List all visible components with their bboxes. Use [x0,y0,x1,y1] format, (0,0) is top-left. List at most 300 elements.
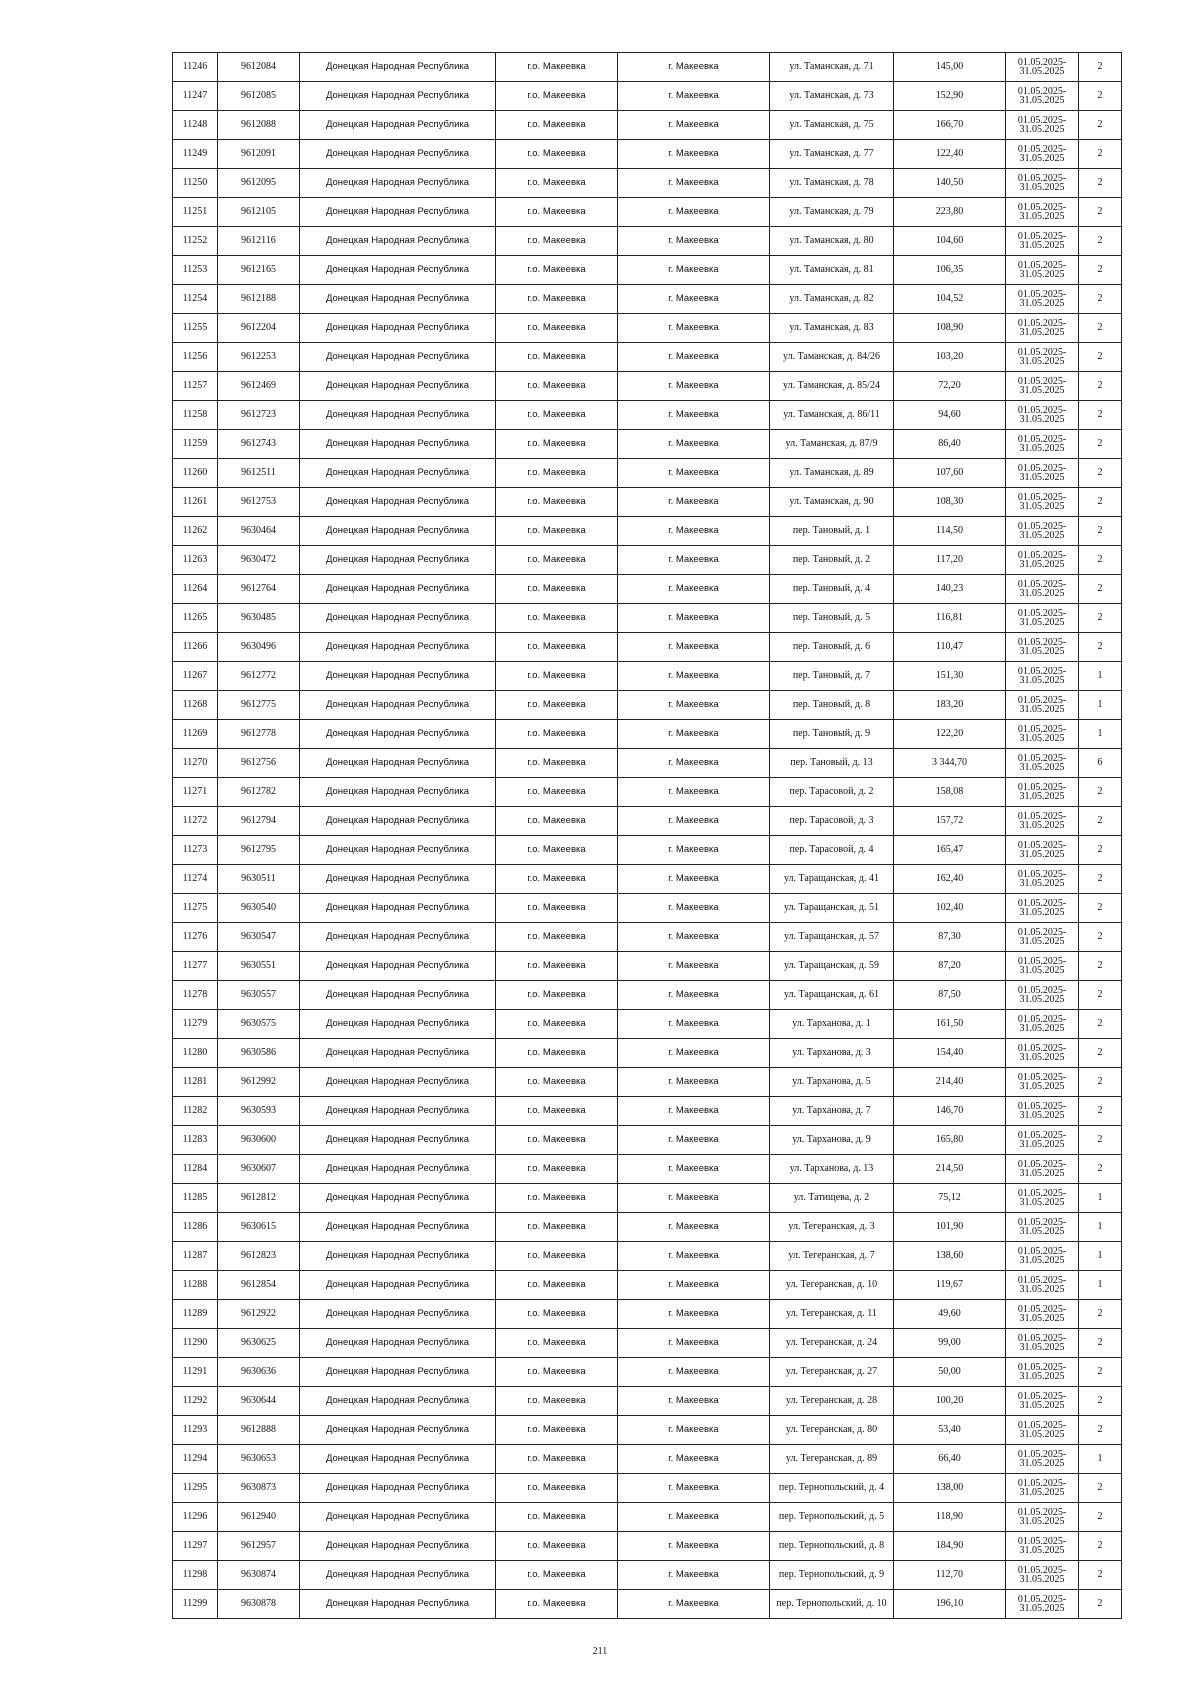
municipality-cell: г.о. Макеевка [496,894,618,923]
address-cell: ул. Тегеранская, д. 10 [770,1271,894,1300]
city-cell: г. Макеевка [618,488,770,517]
area-cell: 50,00 [894,1358,1006,1387]
table-row [173,82,1122,111]
period-cell: 01.05.2025- 31.05.2025 [1006,1329,1079,1358]
object-id-cell: 9612764 [218,575,300,604]
region-cell: Донецкая Народная Республика [300,488,496,517]
row-number-cell: 11247 [173,82,218,111]
table-row [173,1474,1122,1503]
region-cell: Донецкая Народная Республика [300,836,496,865]
region-cell: Донецкая Народная Республика [300,1416,496,1445]
period-cell: 01.05.2025- 31.05.2025 [1006,981,1079,1010]
address-cell: ул. Тегеранская, д. 89 [770,1445,894,1474]
region-cell: Донецкая Народная Республика [300,778,496,807]
table-row [173,1155,1122,1184]
municipality-cell: г.о. Макеевка [496,604,618,633]
count-cell: 2 [1079,1590,1122,1619]
address-cell: пер. Тернопольский, д. 9 [770,1561,894,1590]
period-cell: 01.05.2025- 31.05.2025 [1006,923,1079,952]
row-number-cell: 11285 [173,1184,218,1213]
area-cell: 214,50 [894,1155,1006,1184]
period-cell: 01.05.2025- 31.05.2025 [1006,1561,1079,1590]
page-number: 211 [592,1646,608,1657]
period-cell: 01.05.2025- 31.05.2025 [1006,1416,1079,1445]
table-row [173,749,1122,778]
region-cell: Донецкая Народная Республика [300,82,496,111]
object-id-cell: 9612084 [218,53,300,82]
municipality-cell: г.о. Макеевка [496,1561,618,1590]
count-cell: 2 [1079,53,1122,82]
count-cell: 2 [1079,517,1122,546]
address-cell: ул. Таманская, д. 83 [770,314,894,343]
address-cell: ул. Тарханова, д. 13 [770,1155,894,1184]
object-id-cell: 9630874 [218,1561,300,1590]
address-cell: ул. Таманская, д. 73 [770,82,894,111]
row-number-cell: 11283 [173,1126,218,1155]
city-cell: г. Макеевка [618,923,770,952]
address-cell: ул. Таманская, д. 86/11 [770,401,894,430]
region-cell: Донецкая Народная Республика [300,981,496,1010]
area-cell: 104,60 [894,227,1006,256]
municipality-cell: г.о. Макеевка [496,546,618,575]
city-cell: г. Макеевка [618,1474,770,1503]
period-cell: 01.05.2025- 31.05.2025 [1006,1097,1079,1126]
address-cell: ул. Таманская, д. 71 [770,53,894,82]
municipality-cell: г.о. Макеевка [496,1329,618,1358]
address-cell: ул. Таращанская, д. 59 [770,952,894,981]
period-cell: 01.05.2025- 31.05.2025 [1006,720,1079,749]
row-number-cell: 11251 [173,198,218,227]
region-cell: Донецкая Народная Республика [300,807,496,836]
region-cell: Донецкая Народная Республика [300,1474,496,1503]
row-number-cell: 11297 [173,1532,218,1561]
area-cell: 162,40 [894,865,1006,894]
object-id-cell: 9612095 [218,169,300,198]
period-cell: 01.05.2025- 31.05.2025 [1006,575,1079,604]
region-cell: Донецкая Народная Республика [300,1590,496,1619]
table-row [173,575,1122,604]
city-cell: г. Макеевка [618,256,770,285]
address-cell: ул. Таманская, д. 75 [770,111,894,140]
period-cell: 01.05.2025- 31.05.2025 [1006,546,1079,575]
region-cell: Донецкая Народная Республика [300,604,496,633]
row-number-cell: 11260 [173,459,218,488]
area-cell: 145,00 [894,53,1006,82]
row-number-cell: 11287 [173,1242,218,1271]
period-cell: 01.05.2025- 31.05.2025 [1006,1590,1079,1619]
address-cell: ул. Тегеранская, д. 7 [770,1242,894,1271]
address-cell: пер. Тернопольский, д. 5 [770,1503,894,1532]
city-cell: г. Макеевка [618,430,770,459]
area-cell: 165,80 [894,1126,1006,1155]
address-cell: пер. Тановый, д. 2 [770,546,894,575]
region-cell: Донецкая Народная Республика [300,53,496,82]
address-cell: ул. Тегеранская, д. 11 [770,1300,894,1329]
city-cell: г. Макеевка [618,53,770,82]
object-id-cell: 9612204 [218,314,300,343]
municipality-cell: г.о. Макеевка [496,227,618,256]
region-cell: Донецкая Народная Республика [300,256,496,285]
table-row [173,1329,1122,1358]
address-cell: ул. Тарханова, д. 9 [770,1126,894,1155]
period-cell: 01.05.2025- 31.05.2025 [1006,1532,1079,1561]
table-row [173,459,1122,488]
register-table [172,52,1122,1619]
count-cell: 2 [1079,430,1122,459]
address-cell: ул. Таманская, д. 90 [770,488,894,517]
city-cell: г. Макеевка [618,633,770,662]
count-cell: 2 [1079,314,1122,343]
area-cell: 152,90 [894,82,1006,111]
address-cell: пер. Тернопольский, д. 4 [770,1474,894,1503]
address-cell: ул. Таращанская, д. 57 [770,923,894,952]
municipality-cell: г.о. Макеевка [496,169,618,198]
table-row [173,256,1122,285]
city-cell: г. Макеевка [618,401,770,430]
table-row [173,836,1122,865]
period-cell: 01.05.2025- 31.05.2025 [1006,1445,1079,1474]
address-cell: ул. Таманская, д. 78 [770,169,894,198]
period-cell: 01.05.2025- 31.05.2025 [1006,691,1079,720]
object-id-cell: 9612778 [218,720,300,749]
row-number-cell: 11282 [173,1097,218,1126]
count-cell: 2 [1079,1532,1122,1561]
municipality-cell: г.о. Макеевка [496,1097,618,1126]
row-number-cell: 11279 [173,1010,218,1039]
row-number-cell: 11271 [173,778,218,807]
period-cell: 01.05.2025- 31.05.2025 [1006,285,1079,314]
table-row [173,633,1122,662]
region-cell: Донецкая Народная Республика [300,749,496,778]
object-id-cell: 9612775 [218,691,300,720]
object-id-cell: 9612091 [218,140,300,169]
region-cell: Донецкая Народная Республика [300,691,496,720]
area-cell: 166,70 [894,111,1006,140]
area-cell: 112,70 [894,1561,1006,1590]
region-cell: Донецкая Народная Республика [300,198,496,227]
city-cell: г. Макеевка [618,285,770,314]
municipality-cell: г.о. Макеевка [496,372,618,401]
municipality-cell: г.о. Макеевка [496,1532,618,1561]
row-number-cell: 11295 [173,1474,218,1503]
period-cell: 01.05.2025- 31.05.2025 [1006,1068,1079,1097]
row-number-cell: 11257 [173,372,218,401]
municipality-cell: г.о. Макеевка [496,430,618,459]
object-id-cell: 9612888 [218,1416,300,1445]
count-cell: 2 [1079,285,1122,314]
city-cell: г. Макеевка [618,1561,770,1590]
row-number-cell: 11296 [173,1503,218,1532]
count-cell: 2 [1079,604,1122,633]
table-row [173,1010,1122,1039]
city-cell: г. Макеевка [618,1329,770,1358]
count-cell: 2 [1079,198,1122,227]
municipality-cell: г.о. Макеевка [496,53,618,82]
period-cell: 01.05.2025- 31.05.2025 [1006,1387,1079,1416]
count-cell: 2 [1079,894,1122,923]
city-cell: г. Макеевка [618,691,770,720]
area-cell: 66,40 [894,1445,1006,1474]
region-cell: Донецкая Народная Республика [300,1532,496,1561]
table-row [173,343,1122,372]
table-row [173,923,1122,952]
table-row [173,227,1122,256]
object-id-cell: 9630593 [218,1097,300,1126]
city-cell: г. Макеевка [618,1213,770,1242]
count-cell: 2 [1079,140,1122,169]
count-cell: 2 [1079,575,1122,604]
count-cell: 2 [1079,1561,1122,1590]
municipality-cell: г.о. Макеевка [496,836,618,865]
register-body [173,53,1122,1619]
address-cell: ул. Тегеранская, д. 3 [770,1213,894,1242]
table-row [173,894,1122,923]
area-cell: 107,60 [894,459,1006,488]
table-row [173,169,1122,198]
table-row [173,604,1122,633]
table-row [173,198,1122,227]
count-cell: 2 [1079,1474,1122,1503]
region-cell: Донецкая Народная Республика [300,1039,496,1068]
area-cell: 138,00 [894,1474,1006,1503]
object-id-cell: 9630636 [218,1358,300,1387]
region-cell: Донецкая Народная Республика [300,720,496,749]
count-cell: 2 [1079,82,1122,111]
address-cell: пер. Тернопольский, д. 8 [770,1532,894,1561]
object-id-cell: 9612165 [218,256,300,285]
row-number-cell: 11289 [173,1300,218,1329]
region-cell: Донецкая Народная Республика [300,1329,496,1358]
municipality-cell: г.о. Макеевка [496,1416,618,1445]
period-cell: 01.05.2025- 31.05.2025 [1006,778,1079,807]
row-number-cell: 11266 [173,633,218,662]
period-cell: 01.05.2025- 31.05.2025 [1006,1184,1079,1213]
count-cell: 2 [1079,1010,1122,1039]
table-row [173,1184,1122,1213]
object-id-cell: 9612940 [218,1503,300,1532]
area-cell: 161,50 [894,1010,1006,1039]
row-number-cell: 11280 [173,1039,218,1068]
municipality-cell: г.о. Макеевка [496,691,618,720]
area-cell: 87,50 [894,981,1006,1010]
address-cell: пер. Тановый, д. 5 [770,604,894,633]
period-cell: 01.05.2025- 31.05.2025 [1006,1010,1079,1039]
area-cell: 122,40 [894,140,1006,169]
table-row [173,401,1122,430]
city-cell: г. Макеевка [618,198,770,227]
region-cell: Донецкая Народная Республика [300,343,496,372]
address-cell: ул. Таманская, д. 87/9 [770,430,894,459]
row-number-cell: 11293 [173,1416,218,1445]
region-cell: Донецкая Народная Республика [300,633,496,662]
region-cell: Донецкая Народная Республика [300,923,496,952]
row-number-cell: 11259 [173,430,218,459]
table-row [173,111,1122,140]
period-cell: 01.05.2025- 31.05.2025 [1006,633,1079,662]
area-cell: 140,23 [894,575,1006,604]
object-id-cell: 9630485 [218,604,300,633]
count-cell: 2 [1079,981,1122,1010]
municipality-cell: г.о. Макеевка [496,459,618,488]
city-cell: г. Макеевка [618,1300,770,1329]
region-cell: Донецкая Народная Республика [300,546,496,575]
address-cell: ул. Тегеранская, д. 27 [770,1358,894,1387]
table-row [173,1097,1122,1126]
municipality-cell: г.о. Макеевка [496,633,618,662]
area-cell: 94,60 [894,401,1006,430]
region-cell: Донецкая Народная Республика [300,1213,496,1242]
object-id-cell: 9630575 [218,1010,300,1039]
row-number-cell: 11294 [173,1445,218,1474]
address-cell: ул. Таращанская, д. 61 [770,981,894,1010]
period-cell: 01.05.2025- 31.05.2025 [1006,1300,1079,1329]
count-cell: 2 [1079,778,1122,807]
object-id-cell: 9630557 [218,981,300,1010]
period-cell: 01.05.2025- 31.05.2025 [1006,430,1079,459]
region-cell: Донецкая Народная Республика [300,401,496,430]
address-cell: ул. Таманская, д. 81 [770,256,894,285]
count-cell: 2 [1079,401,1122,430]
object-id-cell: 9612795 [218,836,300,865]
region-cell: Донецкая Народная Республика [300,314,496,343]
city-cell: г. Макеевка [618,1010,770,1039]
count-cell: 6 [1079,749,1122,778]
city-cell: г. Макеевка [618,720,770,749]
table-row [173,1416,1122,1445]
count-cell: 2 [1079,1039,1122,1068]
address-cell: пер. Тернопольский, д. 10 [770,1590,894,1619]
municipality-cell: г.о. Макеевка [496,575,618,604]
row-number-cell: 11262 [173,517,218,546]
address-cell: пер. Тановый, д. 8 [770,691,894,720]
area-cell: 196,10 [894,1590,1006,1619]
period-cell: 01.05.2025- 31.05.2025 [1006,459,1079,488]
area-cell: 138,60 [894,1242,1006,1271]
table-row [173,1068,1122,1097]
city-cell: г. Макеевка [618,865,770,894]
region-cell: Донецкая Народная Республика [300,372,496,401]
object-id-cell: 9612469 [218,372,300,401]
municipality-cell: г.о. Макеевка [496,401,618,430]
period-cell: 01.05.2025- 31.05.2025 [1006,372,1079,401]
period-cell: 01.05.2025- 31.05.2025 [1006,1474,1079,1503]
area-cell: 154,40 [894,1039,1006,1068]
table-row [173,807,1122,836]
area-cell: 102,40 [894,894,1006,923]
object-id-cell: 9612743 [218,430,300,459]
area-cell: 122,20 [894,720,1006,749]
period-cell: 01.05.2025- 31.05.2025 [1006,1126,1079,1155]
object-id-cell: 9630878 [218,1590,300,1619]
region-cell: Донецкая Народная Республика [300,1561,496,1590]
city-cell: г. Макеевка [618,662,770,691]
region-cell: Донецкая Народная Республика [300,1155,496,1184]
municipality-cell: г.о. Макеевка [496,952,618,981]
table-row [173,488,1122,517]
area-cell: 117,20 [894,546,1006,575]
address-cell: пер. Тановый, д. 7 [770,662,894,691]
table-row [173,952,1122,981]
city-cell: г. Макеевка [618,343,770,372]
city-cell: г. Макеевка [618,836,770,865]
object-id-cell: 9612105 [218,198,300,227]
period-cell: 01.05.2025- 31.05.2025 [1006,82,1079,111]
area-cell: 100,20 [894,1387,1006,1416]
row-number-cell: 11291 [173,1358,218,1387]
region-cell: Донецкая Народная Республика [300,285,496,314]
region-cell: Донецкая Народная Республика [300,1300,496,1329]
municipality-cell: г.о. Макеевка [496,1126,618,1155]
object-id-cell: 9630607 [218,1155,300,1184]
row-number-cell: 11276 [173,923,218,952]
municipality-cell: г.о. Макеевка [496,488,618,517]
area-cell: 106,35 [894,256,1006,285]
area-cell: 86,40 [894,430,1006,459]
region-cell: Донецкая Народная Республика [300,430,496,459]
municipality-cell: г.о. Макеевка [496,111,618,140]
count-cell: 2 [1079,952,1122,981]
municipality-cell: г.о. Макеевка [496,1068,618,1097]
object-id-cell: 9630540 [218,894,300,923]
count-cell: 2 [1079,227,1122,256]
period-cell: 01.05.2025- 31.05.2025 [1006,401,1079,430]
row-number-cell: 11270 [173,749,218,778]
count-cell: 2 [1079,807,1122,836]
row-number-cell: 11274 [173,865,218,894]
region-cell: Донецкая Народная Республика [300,1503,496,1532]
municipality-cell: г.о. Макеевка [496,865,618,894]
count-cell: 1 [1079,1213,1122,1242]
address-cell: ул. Таманская, д. 84/26 [770,343,894,372]
city-cell: г. Макеевка [618,894,770,923]
object-id-cell: 9630511 [218,865,300,894]
area-cell: 214,40 [894,1068,1006,1097]
city-cell: г. Макеевка [618,1097,770,1126]
municipality-cell: г.о. Макеевка [496,517,618,546]
row-number-cell: 11268 [173,691,218,720]
count-cell: 2 [1079,111,1122,140]
period-cell: 01.05.2025- 31.05.2025 [1006,1242,1079,1271]
table-row [173,140,1122,169]
count-cell: 2 [1079,1068,1122,1097]
count-cell: 2 [1079,546,1122,575]
count-cell: 2 [1079,1416,1122,1445]
city-cell: г. Макеевка [618,372,770,401]
period-cell: 01.05.2025- 31.05.2025 [1006,894,1079,923]
period-cell: 01.05.2025- 31.05.2025 [1006,1213,1079,1242]
area-cell: 72,20 [894,372,1006,401]
municipality-cell: г.о. Макеевка [496,82,618,111]
address-cell: ул. Таманская, д. 82 [770,285,894,314]
city-cell: г. Макеевка [618,1387,770,1416]
municipality-cell: г.о. Макеевка [496,1445,618,1474]
city-cell: г. Макеевка [618,111,770,140]
object-id-cell: 9612723 [218,401,300,430]
count-cell: 2 [1079,1155,1122,1184]
row-number-cell: 11267 [173,662,218,691]
table-row [173,1271,1122,1300]
region-cell: Донецкая Народная Республика [300,575,496,604]
municipality-cell: г.о. Макеевка [496,720,618,749]
address-cell: пер. Тановый, д. 13 [770,749,894,778]
count-cell: 2 [1079,343,1122,372]
city-cell: г. Макеевка [618,1126,770,1155]
region-cell: Донецкая Народная Республика [300,1184,496,1213]
table-row [173,314,1122,343]
address-cell: ул. Татищева, д. 2 [770,1184,894,1213]
object-id-cell: 9612756 [218,749,300,778]
period-cell: 01.05.2025- 31.05.2025 [1006,604,1079,633]
